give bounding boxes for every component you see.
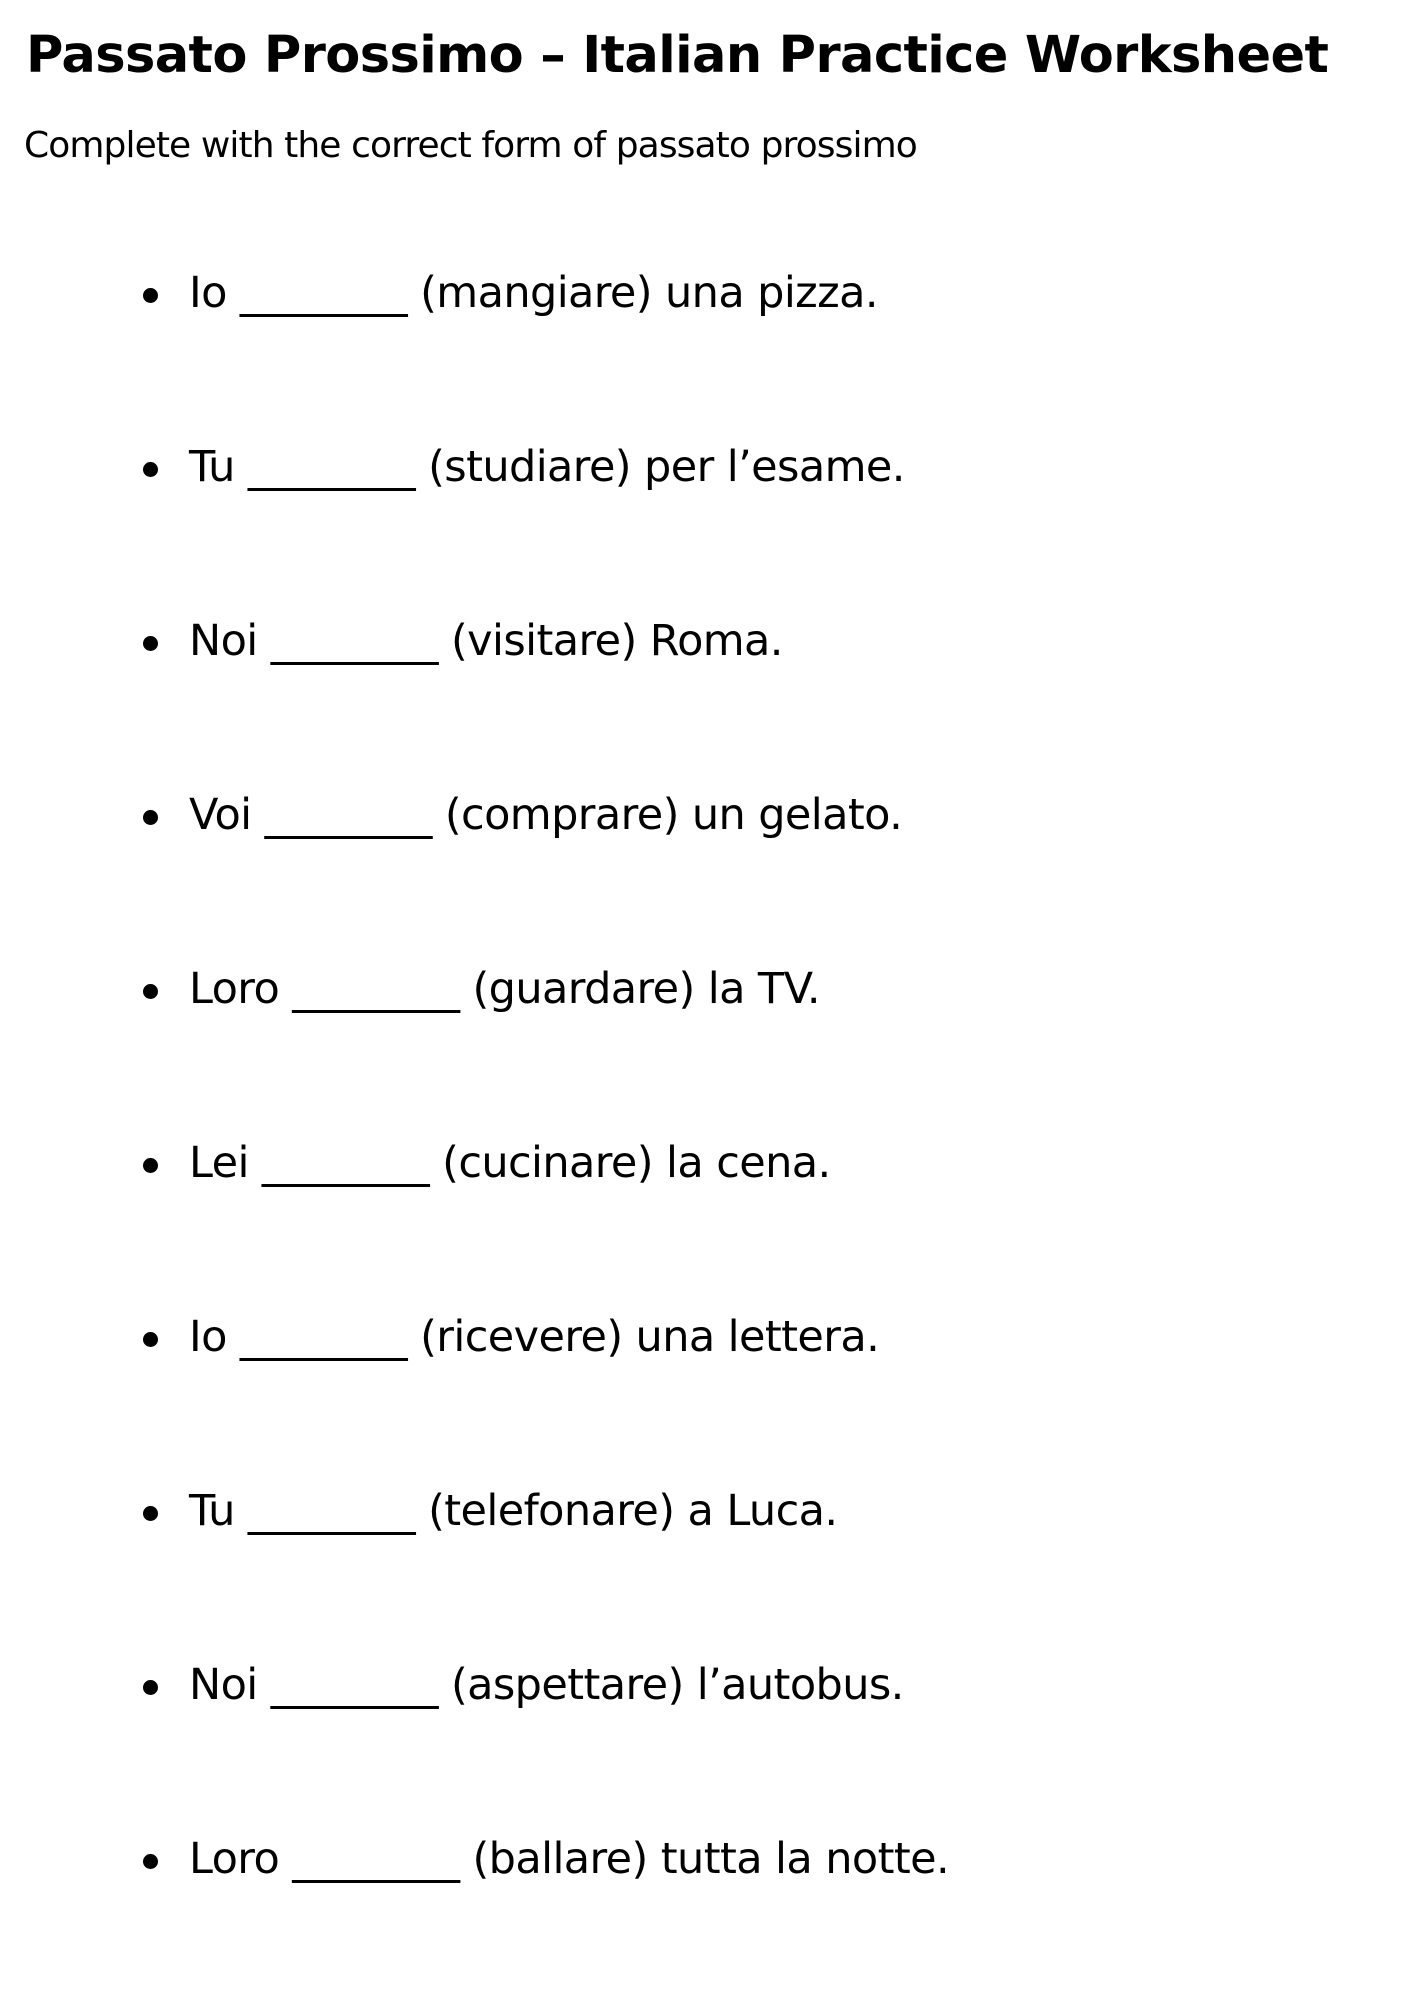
- bullet-icon: [143, 1854, 158, 1869]
- exercise-item: [0, 1132, 1414, 1306]
- exercise-item: [0, 610, 1414, 784]
- bullet-icon: [143, 810, 158, 825]
- exercise-text: Tu ________ (studiare) per l’esame.: [189, 442, 905, 492]
- exercise-item: [0, 1654, 1414, 1828]
- bullet-icon: [143, 288, 158, 303]
- exercise-item: [0, 1828, 1414, 2002]
- exercise-text: Loro ________ (ballare) tutta la notte.: [189, 1834, 950, 1884]
- exercise-text: Io ________ (ricevere) una lettera.: [189, 1312, 880, 1362]
- exercise-text: Noi ________ (aspettare) l’autobus.: [189, 1660, 904, 1710]
- bullet-icon: [143, 636, 158, 651]
- exercise-text: Voi ________ (comprare) un gelato.: [189, 790, 903, 840]
- exercise-item: [0, 436, 1414, 610]
- exercise-item: [0, 784, 1414, 958]
- bullet-icon: [143, 1158, 158, 1173]
- exercise-list: [0, 262, 1414, 2002]
- bullet-icon: [143, 1506, 158, 1521]
- exercise-text: Noi ________ (visitare) Roma.: [189, 616, 783, 666]
- page-title: Passato Prossimo – Italian Practice Worksheet: [26, 26, 1329, 85]
- exercise-text: Tu ________ (telefonare) a Luca.: [189, 1486, 838, 1536]
- exercise-item: [0, 1480, 1414, 1654]
- exercise-item: [0, 1306, 1414, 1480]
- instructions: Complete with the correct form of passato prossimo: [24, 125, 917, 166]
- exercise-item: [0, 958, 1414, 1132]
- bullet-icon: [143, 462, 158, 477]
- exercise-item: [0, 262, 1414, 436]
- bullet-icon: [143, 1680, 158, 1695]
- exercise-text: Lei ________ (cucinare) la cena.: [189, 1138, 831, 1188]
- bullet-icon: [143, 984, 158, 999]
- exercise-text: Loro ________ (guardare) la TV.: [189, 964, 820, 1014]
- exercise-text: Io ________ (mangiare) una pizza.: [189, 268, 878, 318]
- bullet-icon: [143, 1332, 158, 1347]
